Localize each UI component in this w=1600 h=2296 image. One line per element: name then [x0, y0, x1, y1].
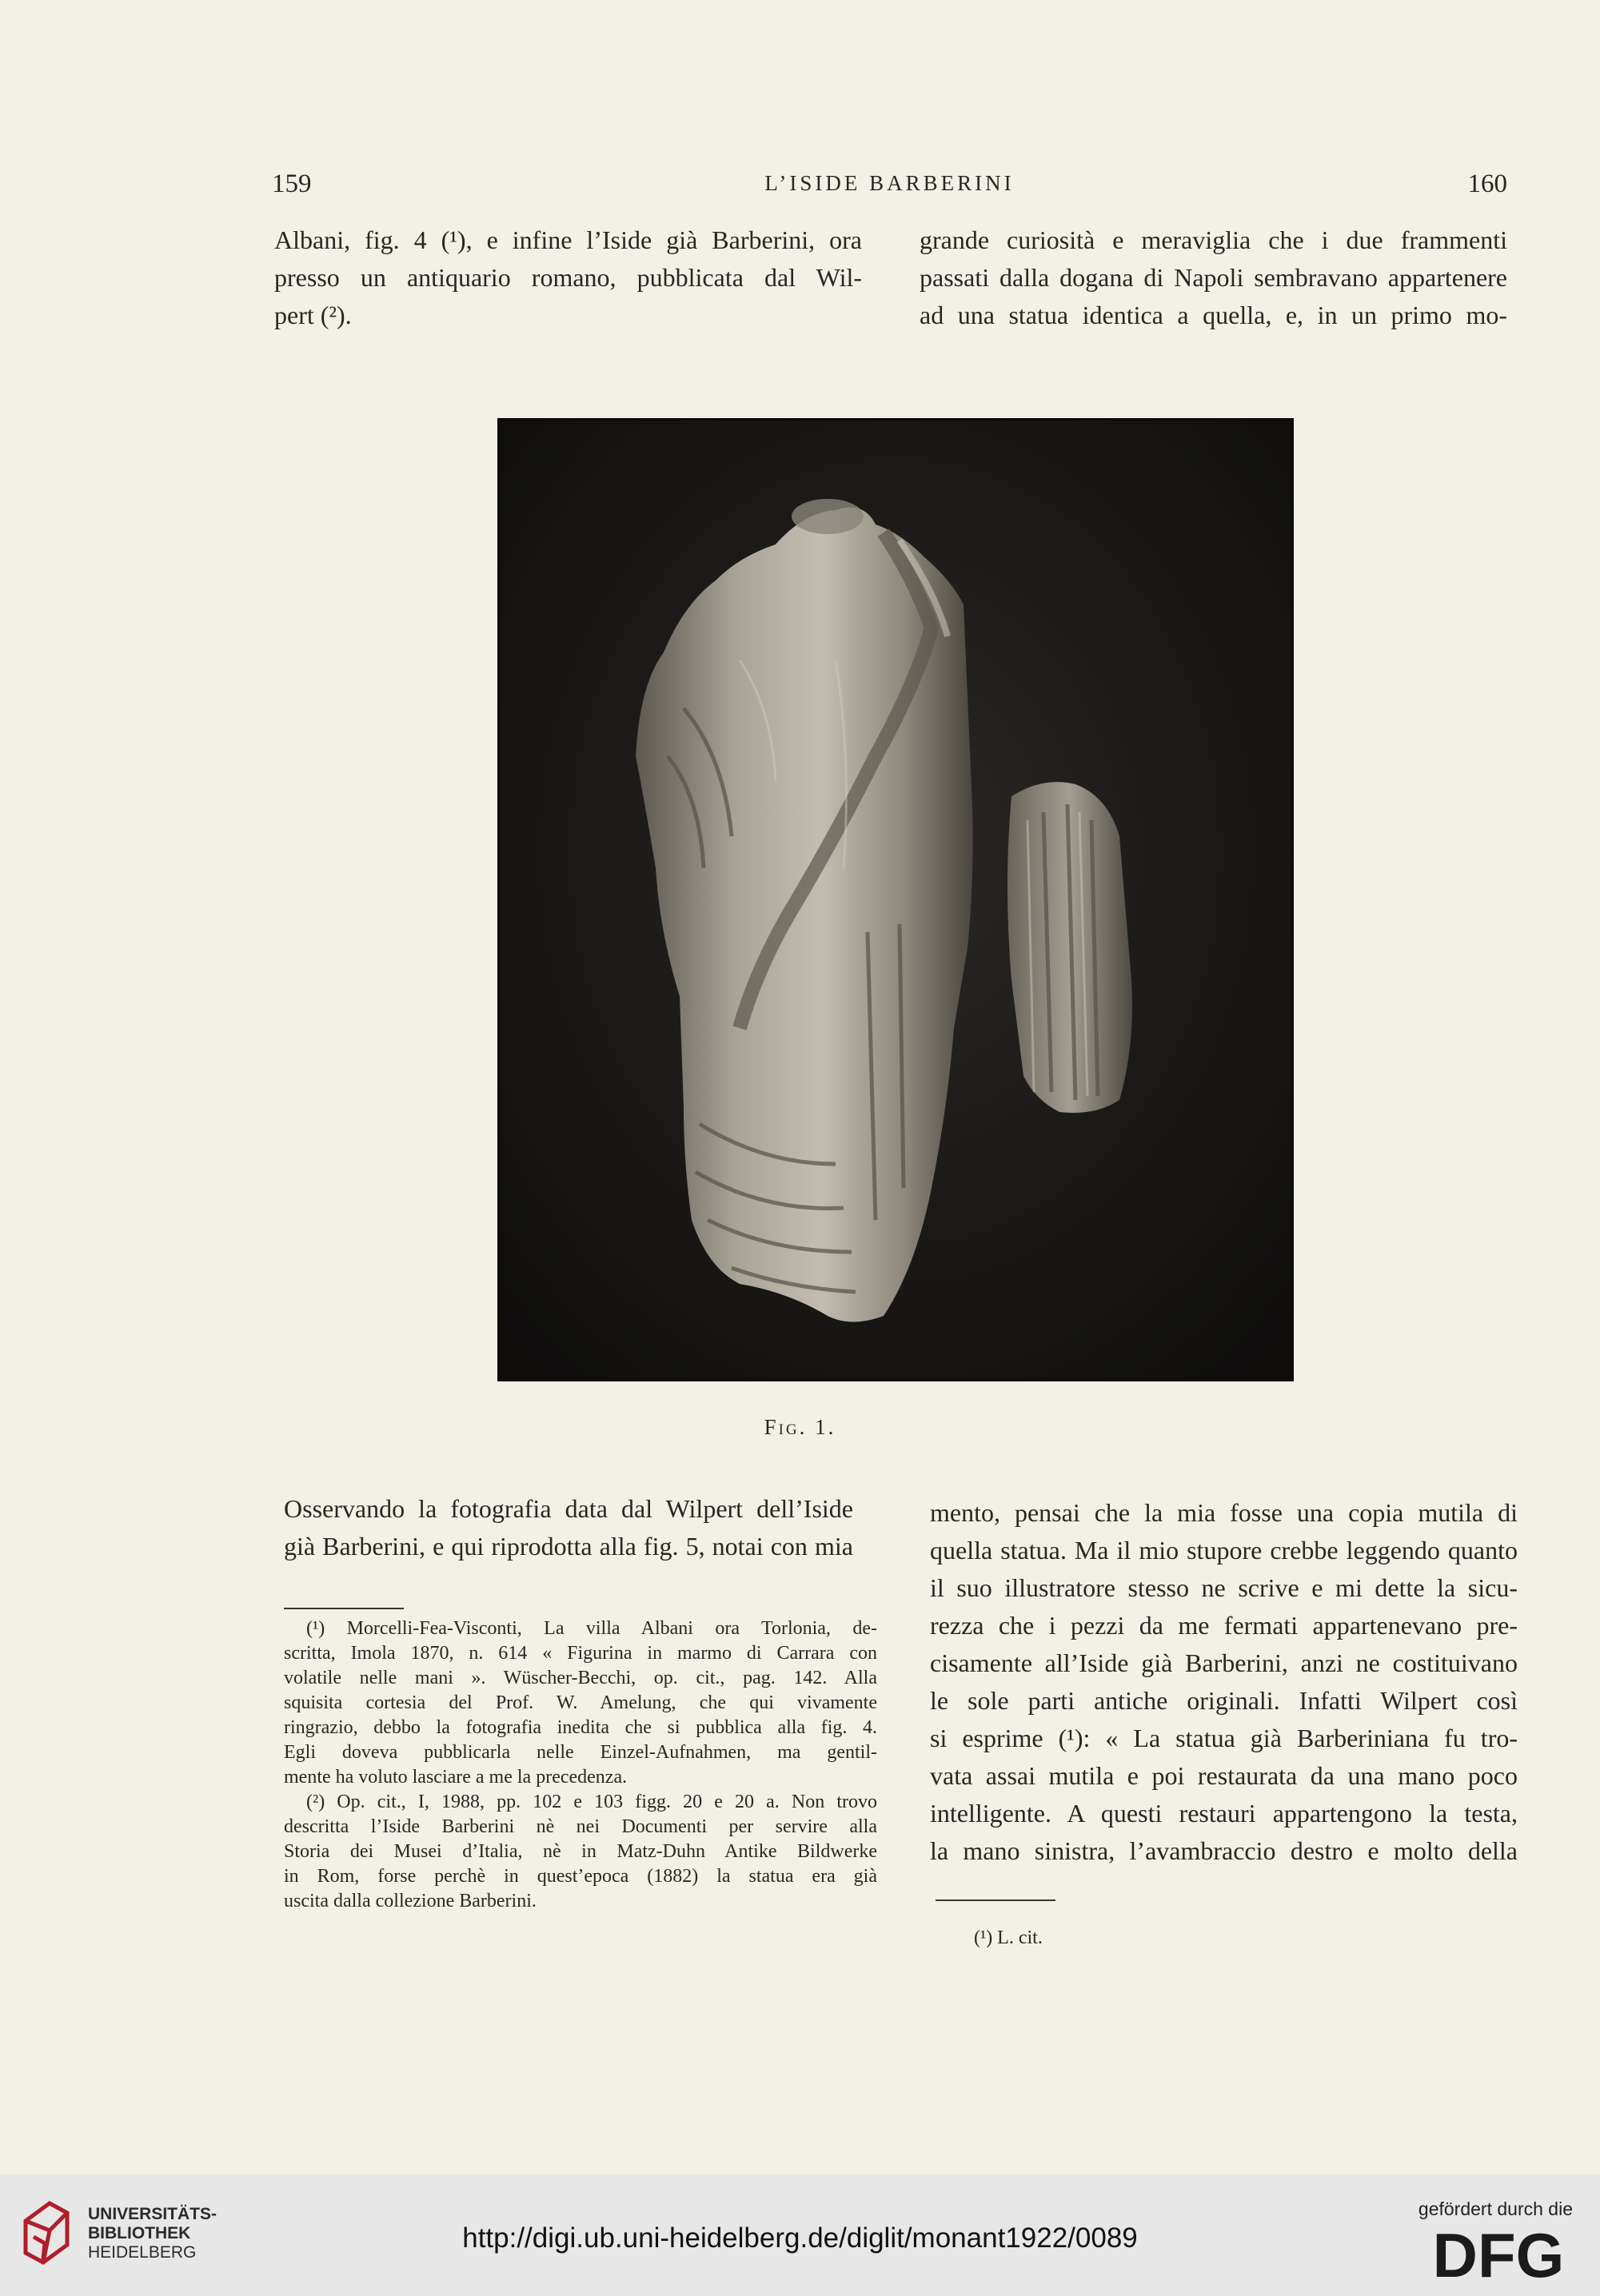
text-line: già Barberini, e qui riprodotta alla fig. 5, notai con mia	[284, 1532, 853, 1561]
figure-caption: Fig. 1.	[764, 1415, 836, 1439]
dfg-logo-text: DFG	[1432, 2222, 1565, 2283]
library-name: UNIVERSITÄTS- BIBLIOTHEK HEIDELBERG	[88, 2205, 217, 2262]
statue-photograph	[497, 418, 1294, 1381]
footnote-line: (¹) Morcelli-Fea-Visconti, La villa Albani ora Torlonia, de-	[306, 1618, 877, 1639]
text-line: le sole parti antiche originali. Infatti Wilpert così	[930, 1686, 1518, 1715]
footnote-line: in Rom, forse perchè in quest’epoca (1882) la statua era già	[284, 1866, 877, 1887]
text-line: quella statua. Ma il mio stupore crebbe leggendo quanto	[930, 1536, 1518, 1565]
text-line: passati dalla dogana di Napoli sembravano appartenere	[920, 263, 1507, 292]
footnote-line: descritta l’Iside Barberini nè nei Documenti per servire alla	[284, 1816, 877, 1837]
footnote-line: volatile nelle mani ». Wüscher-Becchi, op. cit., pag. 142. Alla	[284, 1668, 877, 1688]
footnote-line: Storia dei Musei d’Italia, nè in Matz-Duhn Antike Bildwerke	[284, 1841, 877, 1862]
dfg-logo-icon	[1424, 2222, 1573, 2283]
footnote-line: uscita dalla collezione Barberini.	[284, 1891, 537, 1911]
library-footer	[0, 2174, 1600, 2296]
text-line: vata assai mutila e poi restaurata da una mano poco	[930, 1761, 1518, 1790]
footnotes-left	[284, 1616, 877, 1914]
funded-by-label: gefördert durch die	[1418, 2198, 1573, 2219]
text-line: presso un antiquario romano, pubblicata dal Wil-	[274, 263, 862, 292]
page-number-right: 160	[1467, 169, 1507, 198]
statue-image	[500, 421, 1291, 1379]
bottom-left-column	[284, 1490, 853, 1565]
text-line: cisamente all’Iside già Barberini, anzi ne costituivano	[930, 1648, 1518, 1677]
document-url-link[interactable]: http://digi.ub.uni-heidelberg.de/diglit/monant1922/0089	[462, 2222, 1138, 2254]
text-line: si esprime (¹): « La statua già Barberiniana fu tro-	[930, 1724, 1518, 1752]
page-number-left: 159	[272, 169, 312, 198]
text-line: ad una statua identica a quella, e, in un primo mo-	[920, 301, 1507, 329]
bottom-right-column	[930, 1494, 1518, 1870]
footnote-line: (¹) L. cit.	[974, 1927, 1043, 1948]
text-line: il suo illustratore stesso ne scrive e mi dette la sicu-	[930, 1573, 1518, 1602]
footnote-rule-left	[284, 1608, 404, 1609]
text-line: Osservando la fotografia data dal Wilpert dell’Iside	[284, 1494, 853, 1523]
footnote-line: Egli doveva pubblicarla nelle Einzel-Aufnahmen, ma gentil-	[284, 1742, 877, 1763]
text-line: la mano sinistra, l’avambraccio destro e molto della	[930, 1836, 1518, 1865]
text-line: rezza che i pezzi da me fermati appartenevano pre-	[930, 1611, 1518, 1640]
top-left-column	[274, 221, 862, 334]
footnote-line: scritta, Imola 1870, n. 614 « Figurina in marmo di Carrara con	[284, 1643, 877, 1664]
footnote-rule-right	[936, 1899, 1055, 1901]
footnote-line: ringrazio, debbo la fotografia inedita che si pubblica alla fig. 4.	[284, 1717, 877, 1738]
running-title: L’ISIDE BARBERINI	[764, 171, 1015, 195]
text-line: mento, pensai che la mia fosse una copia mutila di	[930, 1498, 1518, 1527]
footnote-line: squisita cortesia del Prof. W. Amelung, che qui vivamente	[284, 1692, 877, 1713]
text-line: grande curiosità e meraviglia che i due frammenti	[920, 225, 1507, 254]
text-line: pert (²).	[274, 301, 352, 329]
running-header	[272, 169, 1507, 201]
footnote-line: mente ha voluto lasciare a me la precedenza.	[284, 1767, 628, 1788]
text-line: Albani, fig. 4 (¹), e infine l’Iside già Barberini, ora	[274, 225, 862, 254]
footnote-right	[974, 1926, 1294, 1951]
footnote-line: (²) Op. cit., I, 1988, pp. 102 e 103 figg. 20 e 20 a. Non trovo	[306, 1792, 877, 1812]
top-right-column	[920, 221, 1507, 334]
text-line: intelligente. A questi restauri appartengono la testa,	[930, 1799, 1518, 1828]
